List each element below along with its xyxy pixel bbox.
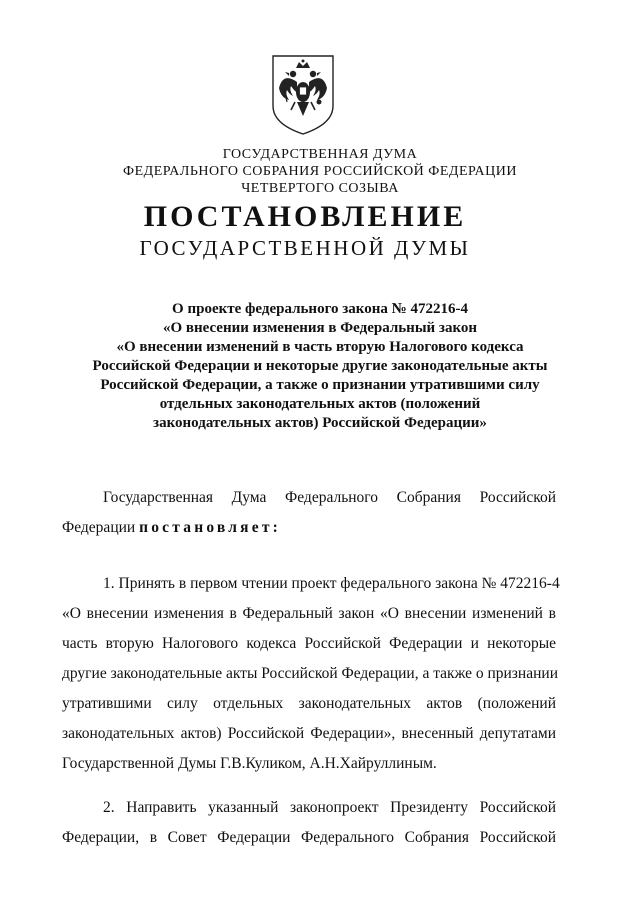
paragraph-line: Федерации, в Совет Федерации Федерального Собрания Российской xyxy=(62,829,556,846)
intro-line: Государственная Дума Федерального Собрания Российской xyxy=(103,489,556,506)
subject-line: «О внесении изменений в часть вторую Налогового кодекса xyxy=(116,339,524,355)
subject-line: Российской Федерации, а также о признании утратившими силу xyxy=(100,377,540,393)
paragraph-line: утратившими силу отдельных законодательных актов (положений xyxy=(62,695,556,712)
resolves-keyword: постановляет: xyxy=(139,519,281,536)
subject-line: Российской Федерации и некоторые другие законодательные акты xyxy=(92,358,548,374)
document-type-title: ПОСТАНОВЛЕНИЕ xyxy=(143,200,467,233)
paragraph-line: часть вторую Налогового кодекса Российской Федерации и некоторые xyxy=(62,635,556,652)
subject-line: О проекте федерального закона № 472216-4 xyxy=(172,301,468,317)
intro-paragraph xyxy=(62,483,556,543)
paragraph-line: 1. Принять в первом чтении проект федерального закона № 472216-4 xyxy=(103,575,560,592)
paragraph-line: «О внесении изменения в Федеральный закон «О внесении изменений в xyxy=(62,605,556,622)
paragraph-1 xyxy=(62,569,560,779)
organization-name: ГОСУДАРСТВЕННАЯ ДУМА xyxy=(222,147,418,162)
paragraph-line: другие законодательные акты Российской Федерации, а также о признании xyxy=(62,665,558,682)
document-subject xyxy=(30,300,610,433)
intro-line xyxy=(62,513,556,543)
paragraph-line: Государственной Думы Г.В.Куликом, А.Н.Хайруллиным. xyxy=(62,755,437,772)
convocation: ЧЕТВЕРТОГО СОЗЫВА xyxy=(241,181,399,196)
subject-line: отдельных законодательных актов (положений xyxy=(159,396,481,412)
paragraph-line: 2. Направить указанный законопроект Президенту Российской xyxy=(103,799,556,816)
intro-line-start: Федерации xyxy=(62,519,140,536)
organization-parent: ФЕДЕРАЛЬНОГО СОБРАНИЯ РОССИЙСКОЙ ФЕДЕРАЦИИ xyxy=(123,164,517,179)
double-headed-eagle-emblem-icon xyxy=(269,54,337,136)
subject-line: «О внесении изменения в Федеральный закон xyxy=(162,320,478,336)
paragraph-2 xyxy=(62,793,556,853)
document-issuer: ГОСУДАРСТВЕННОЙ ДУМЫ xyxy=(139,236,471,260)
paragraph-line: законодательных актов) Российской Федерации», внесенный депутатами xyxy=(62,725,556,742)
subject-line: законодательных актов) Российской Федерации» xyxy=(153,415,487,431)
